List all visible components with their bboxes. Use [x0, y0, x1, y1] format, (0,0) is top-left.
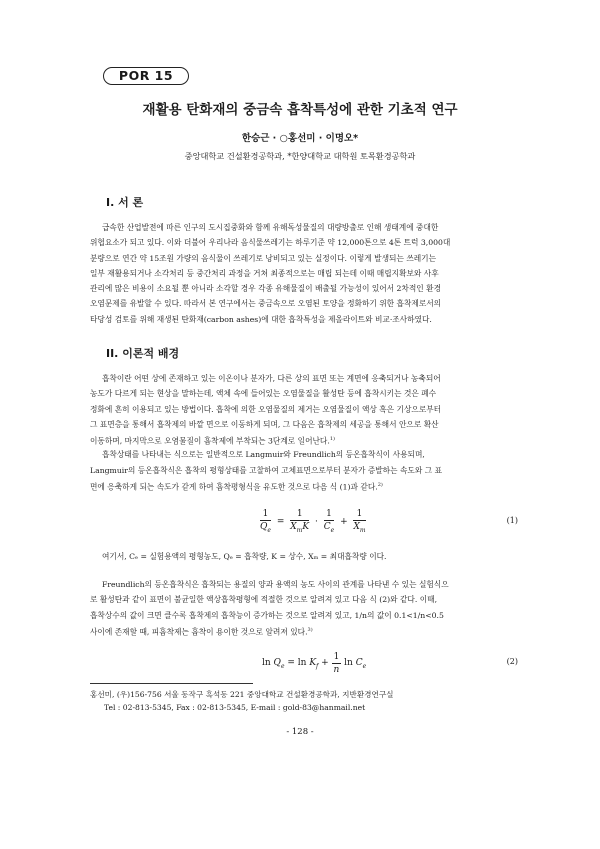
equation-fraction: $\frac{1}{n}$: [333, 652, 340, 675]
footnote-contact: Tel : 02-813-5345, Fax : 02-813-5345, E-mail : gold-83@hanmail.net: [104, 703, 366, 712]
paragraph-line: [90, 478, 518, 493]
equation-number: (1): [506, 516, 518, 525]
theory-paragraph-1: [90, 371, 518, 493]
paragraph-text: 면에 응축하게 되는 속도가 같게 하여 흡착평형식을 유도한 것으로 다음 식 (1)과 같다.: [90, 482, 378, 492]
reference-mark: 3): [307, 626, 313, 633]
section-heading-theory: II. 이론적 배경: [106, 347, 180, 360]
footnote-address: 홍선미, (우)156-756 서울 동작구 흑석동 221 중앙대학교 건설환경공학과, 지반환경연구실: [90, 690, 394, 699]
paragraph-line: 흡착상수의 값이 크면 클수록 흡착제의 흡착능이 증가하는 것으로 알려져 있고, 1/n의 값이 0.1<1/n<0.5: [90, 610, 444, 620]
equation-fraction: $\frac{1}{Q_e}$: [260, 509, 271, 534]
freundlich-formula: $\ln Q_e = \ln K_f$ + $\frac{1}{n}$ $\ln C_e$: [262, 652, 367, 675]
paragraph-line: 그 표면층을 통해서 흡착제의 바깥 면으로 이동하게 되며, 그 다음은 흡착제의 세공을 통해서 안으로 확산: [90, 419, 439, 429]
paragraph-line: 농도가 다르게 되는 현상을 말하는데, 액체 속에 들어있는 오염물질을 활성탄 등에 흡착시키는 것은 폐수: [90, 389, 437, 399]
equation-1: [90, 508, 518, 538]
paragraph-line: 흡착상태를 나타내는 식으로는 일반적으로 Langmuir와 Freundlich의 등온흡착식이 사용되며,: [102, 450, 425, 460]
paragraph-line: [90, 432, 518, 447]
author-list: 한승근 · ○홍선미 · 이명오*: [241, 133, 359, 144]
equation-fraction: $\frac{1}{X_mK}$: [290, 509, 310, 534]
paragraph-line: 로 활성탄과 같이 표면이 불균일한 액상흡착평형에 적절한 것으로 알려져 있고 다음 식 (2)와 같다. 이때,: [90, 595, 438, 605]
paragraph-line: 타당성 검토를 위해 재생된 탄화재(carbon ashes)에 대한 흡착특성을 제올라이트와 비교·조사하였다.: [90, 314, 432, 324]
paragraph-text: 이동하며, 마지막으로 오염물질이 흡착제에 부착되는 3단계로 일어난다.: [90, 436, 330, 446]
variable-definition: [90, 549, 518, 564]
equation-2: [90, 651, 518, 677]
equation-fraction: $\frac{1}{C_e}$: [323, 509, 335, 534]
paragraph-line: 정화에 흔히 이용되고 있는 방법이다. 흡착에 의한 오염물질의 제거는 오염물질이 액상 혹은 기상으로부터: [90, 404, 442, 414]
affiliation: 중앙대학교 건설환경공학과, *한양대학교 대학원 토목환경공학과: [184, 151, 416, 161]
paragraph-line: 여기서, Cₑ = 실험용액의 평형농도, Qₑ = 흡착량, K = 상수, Xₘ = 최대흡착량 이다.: [102, 552, 387, 561]
paper-title: 재활용 탄화재의 중금속 흡착특성에 관한 기초적 연구: [142, 102, 458, 118]
session-tag: POR 15: [103, 67, 189, 85]
paragraph-line: 일부 재활용되거나 소각처리 등 중간처리 과정을 거쳐 최종적으로는 매립 되는데 이때 매립지확보와 사후: [90, 268, 439, 278]
langmuir-formula: $\frac{1}{Q_e}$ = $\frac{1}{X_mK}$ · $\frac{1}{C_e}$ + $\frac{1}{X_m}$: [260, 508, 366, 537]
paragraph-line: Freundlich의 등온흡착식은 흡착되는 용질의 양과 용액의 농도 사이의 관계를 나타낸 수 있는 실험식으: [102, 580, 449, 589]
equation-fraction: $\frac{1}{X_m}$: [353, 509, 366, 534]
paragraph-line: 흡착이란 어떤 상에 존재하고 있는 이온이나 분자가, 다른 상의 표면 또는 계면에 응축되거나 농축되어: [102, 374, 441, 383]
reference-mark: 1): [329, 436, 335, 443]
footnote-divider: [90, 683, 253, 684]
paragraph-line: 급속한 산업발전에 따른 인구의 도시집중화와 함께 유해독성물질의 대량방출로 인해 생태계에 중대한: [102, 223, 439, 232]
paragraph-line: 위협요소가 되고 있다. 이와 더불어 우리나라 음식물쓰레기는 하루기준 약 12,000톤으로 4톤 트럭 3,000대: [90, 238, 451, 248]
introduction-paragraph: [90, 220, 518, 327]
paragraph-text: 사이에 존재할 때, 피흡착제는 흡착이 용이한 것으로 알려져 있다.: [90, 627, 308, 637]
paragraph-line: Langmuir의 등온흡착식은 흡착의 평형상태를 고찰하여 고체표면으로부터 분자가 증발하는 속도와 그 표: [90, 465, 442, 475]
paragraph-line: 오염문제를 유발할 수 있다. 따라서 본 연구에서는 중금속으로 오염된 토양을 정화하기 위한 흡착제로서의: [90, 299, 442, 309]
equation-number: (2): [506, 657, 518, 666]
paragraph-line: [90, 623, 518, 638]
theory-paragraph-2: [90, 577, 518, 638]
paragraph-line: 분량으로 연간 약 15조원 가량의 음식물이 쓰레기로 낭비되고 있는 실정이다. 이렇게 발생되는 쓰레기는: [90, 253, 437, 263]
page-number: - 128 -: [286, 727, 314, 737]
reference-mark: 2): [377, 482, 383, 489]
paragraph-line: 관리에 많은 비용이 소요될 뿐 아니라 소각할 경우 각종 유해물질이 배출될 가능성이 있어서 2차적인 환경: [90, 284, 442, 294]
section-heading-introduction: I. 서 론: [106, 196, 144, 209]
